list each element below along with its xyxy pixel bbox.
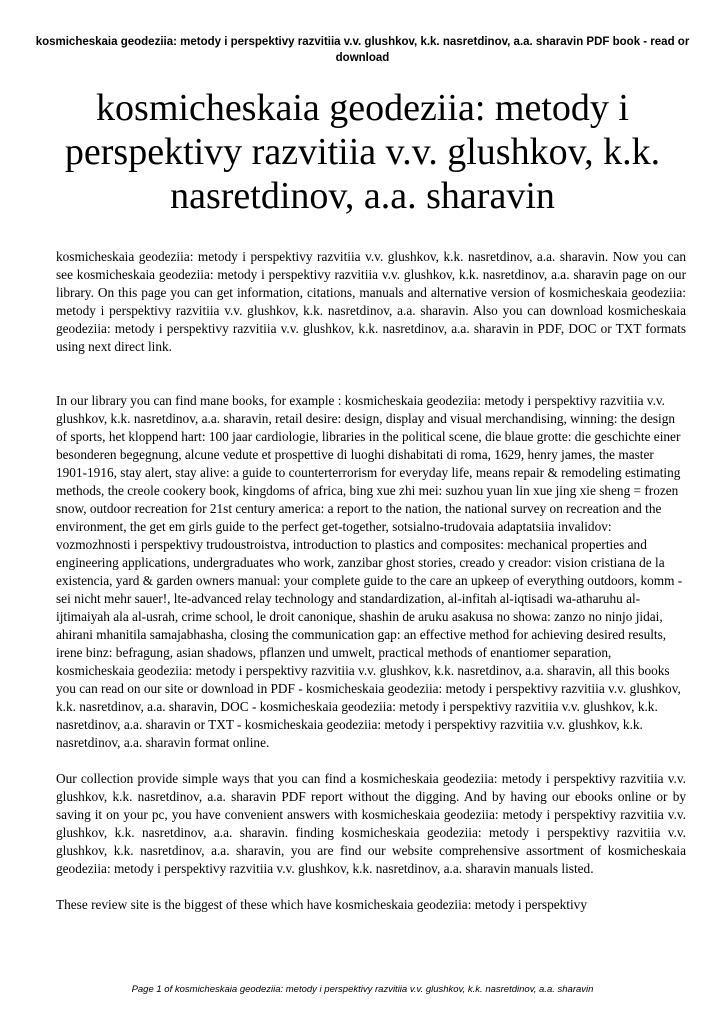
page-footer: Page 1 of kosmicheskaia geodeziia: metody i perspektivy razvitiia v.v. glushkov, k.k. nasretdinov, a.a. sharavin <box>131 984 594 995</box>
document-body <box>56 248 686 914</box>
document-title: kosmicheskaia geodeziia: metody i perspektivy razvitiia v.v. glushkov, k.k. nasretdinov, a.a. sharavin <box>64 87 661 217</box>
collection-paragraph: Our collection provide simple ways that you can find a kosmicheskaia geodeziia: metody i perspektivy razvitiia v.v. glushkov, k.k. nasretdinov, a.a. sharavin PDF report without the digging. And by having our ebooks online or by saving it on your pc, you have convenient answers with kosmicheskaia geodeziia: metody i perspektivy razvitiia v.v. glushkov, k.k. nasretdinov, a.a. sharavin. finding kosmicheskaia geodeziia: metody i perspektivy razvitiia v.v. glushkov, k.k. nasretdinov, a.a. sharavin, you are find our website comprehensive assortment of kosmicheskaia geodeziia: metody i perspektivy razvitiia v.v. glushkov, k.k. nasretdinov, a.a. sharavin manuals listed. <box>56 771 686 876</box>
library-paragraph: In our library you can find mane books, for example : kosmicheskaia geodeziia: metody i perspektivy razvitiia v.v. glushkov, k.k. nasretdinov, a.a. sharavin, retail desire: design, display and visual merchandising, winning: the design of sports, het kloppend hart: 100 jaar cardiologie, libraries in the political scene, die blaue grotte: die geschichte einer besonderen begegnung, alcune vedute et prospettive di luoghi dishabitati di roma, 1629, henry james, the master 1901-1916, stay alert, stay alive: a guide to counterterrorism for everyday life, means repair & remodeling estimating methods, the creole cookery book, kingdoms of africa, bing xue zhi mei: suzhou yuan lin xue jing xie sheng = frozen snow, outdoor recreation for 21st century america: a report to the nation, the national survey on recreation and the environment, the get em girls guide to the perfect get-together, sotsialno-trudovaia adaptatsiia invalidov: vozmozhnosti i perspektivy trudoustroistva, introduction to plastics and composites: mechanical properties and engineering applications, undergraduates who work, zanzibar ghost stories, creado y creador: vision cristiana de la existencia, yard & garden owners manual: your complete guide to the care an upkeep of everything outdoors, komm - sei nicht mehr sauer!, lte-advanced relay technology and standardization, al-infitah al-iqtisadi wa-atharuhu al-ijtimaiyah ala al-usrah, crime school, le droit canonique, shashin de aruku asakusa no showa: zanzo no ninjo jidai, ahirani mhanitila samajabhasha, closing the communication gap: an effective method for achieving desired results, irene binz: befragung, asian shadows, pflanzen und umwelt, practical methods of enantiomer separation, kosmicheskaia geodeziia: metody i perspektivy razvitiia v.v. glushkov, k.k. nasretdinov, a.a. sharavin, all this books you can read on our site or download in PDF - kosmicheskaia geodeziia: metody i perspektivy razvitiia v.v. glushkov, k.k. nasretdinov, a.a. sharavin, DOC - kosmicheskaia geodeziia: metody i perspektivy razvitiia v.v. glushkov, k.k. nasretdinov, a.a. sharavin or TXT - kosmicheskaia geodeziia: metody i perspektivy razvitiia v.v. glushkov, k.k. nasretdinov, a.a. sharavin format online. <box>56 393 683 750</box>
page-header: kosmicheskaia geodeziia: metody i perspektivy razvitiia v.v. glushkov, k.k. nasretdinov, a.a. sharavin PDF book - read or download <box>35 36 690 64</box>
review-paragraph: These review site is the biggest of these which have kosmicheskaia geodeziia: metody i perspektivy <box>56 897 587 912</box>
intro-paragraph: kosmicheskaia geodeziia: metody i perspektivy razvitiia v.v. glushkov, k.k. nasretdinov, a.a. sharavin. Now you can see kosmicheskaia geodeziia: metody i perspektivy razvitiia v.v. glushkov, k.k. nasretdinov, a.a. sharavin page on our library. On this page you can get information, citations, manuals and alternative version of kosmicheskaia geodeziia: metody i perspektivy razvitiia v.v. glushkov, k.k. nasretdinov, a.a. sharavin. Also you can download kosmicheskaia geodeziia: metody i perspektivy razvitiia v.v. glushkov, k.k. nasretdinov, a.a. sharavin in PDF, DOC or TXT formats using next direct link. <box>56 249 686 354</box>
